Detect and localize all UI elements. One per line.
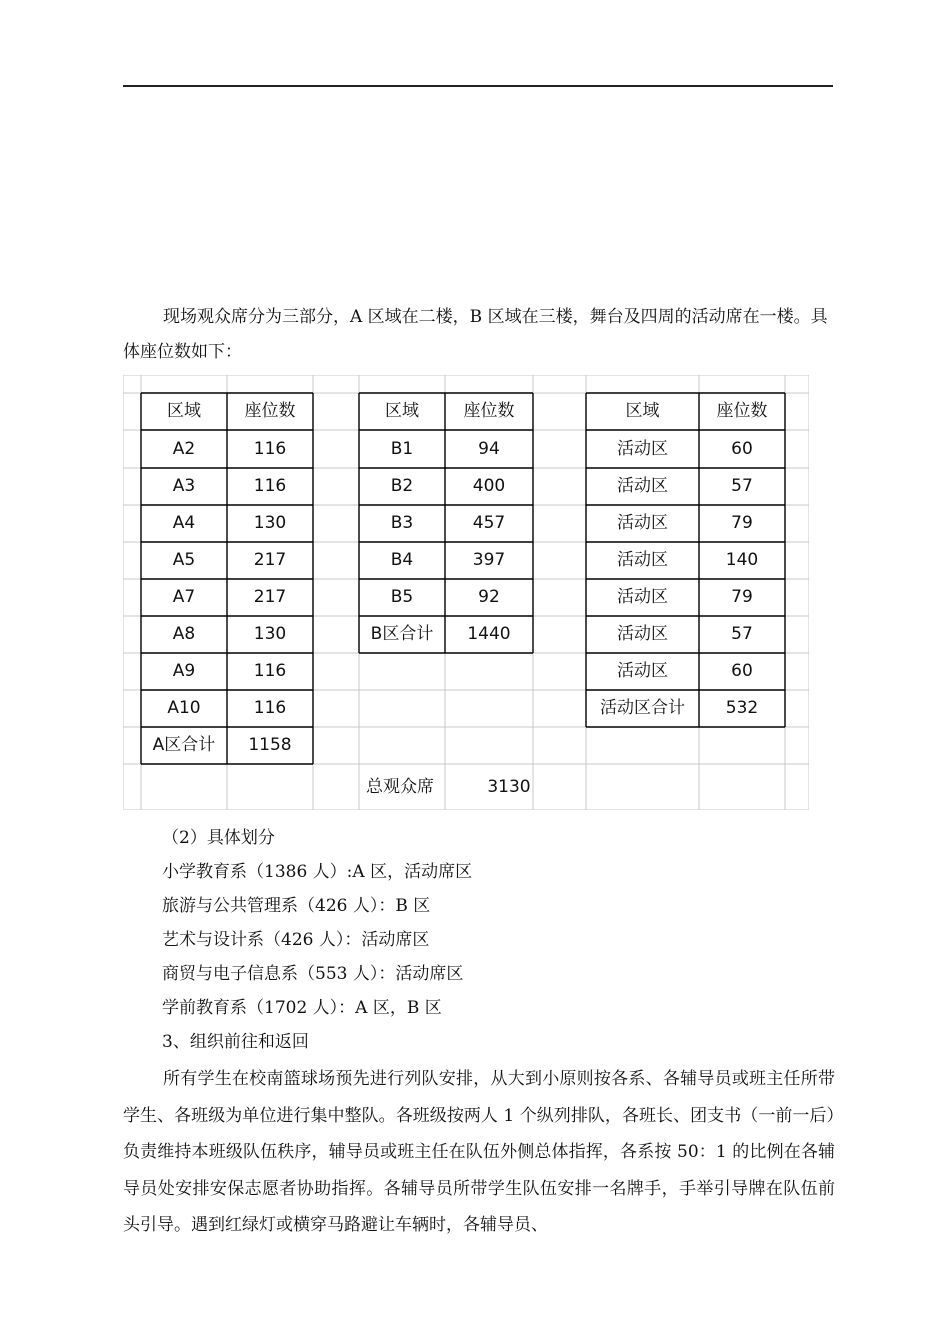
seat-count-cell: 116 — [253, 439, 287, 459]
seat-count-cell: 1158 — [248, 735, 292, 755]
region-cell: B4 — [390, 550, 414, 570]
section3-title: 3、组织前往和返回 — [162, 1032, 309, 1052]
region-cell: 活动区 — [617, 624, 668, 644]
region-cell: B2 — [390, 476, 414, 496]
table-header-cell: 座位数 — [716, 401, 768, 421]
region-cell: A2 — [172, 439, 196, 459]
region-cell: 活动区 — [617, 476, 668, 496]
seat-count-cell: 79 — [731, 513, 753, 533]
seat-count-cell: 79 — [731, 587, 753, 607]
region-cell: 活动区 — [617, 439, 668, 459]
seat-count-cell: 116 — [253, 698, 287, 718]
seat-count-cell: 217 — [253, 550, 287, 570]
region-cell: 活动区 — [617, 550, 668, 570]
seat-count-cell: 130 — [253, 624, 287, 644]
region-cell: A区合计 — [152, 735, 216, 755]
division-item: 商贸与电子信息系（553 人）：活动席区 — [162, 964, 464, 984]
seat-count-cell: 60 — [731, 661, 753, 681]
table-header-cell: 区域 — [167, 401, 201, 421]
section2-title: （2）具体划分 — [162, 828, 275, 848]
division-item: 艺术与设计系（426 人）：活动席区 — [162, 930, 430, 950]
seat-count-cell: 94 — [478, 439, 500, 459]
region-cell: A4 — [172, 513, 196, 533]
seat-count-cell: 92 — [478, 587, 500, 607]
seat-count-cell: 532 — [725, 698, 759, 718]
seat-count-cell: 116 — [253, 476, 287, 496]
seat-spreadsheet — [123, 375, 809, 810]
region-cell: A5 — [172, 550, 196, 570]
region-cell: B3 — [390, 513, 414, 533]
table-header-cell: 区域 — [625, 401, 660, 421]
region-cell: 活动区 — [617, 661, 668, 681]
seat-count-cell: 140 — [725, 550, 759, 570]
seat-count-cell: 60 — [731, 439, 753, 459]
total-label-cell: 总观众席 — [366, 777, 434, 797]
table-header-cell: 座位数 — [244, 401, 296, 421]
region-cell: B5 — [390, 587, 414, 607]
division-item: 学前教育系（1702 人）：A 区，B 区 — [162, 998, 442, 1018]
region-cell: A7 — [172, 587, 196, 607]
region-cell: B区合计 — [370, 624, 434, 644]
region-cell: A3 — [172, 476, 196, 496]
division-item: 小学教育系（1386 人）:A 区，活动席区 — [162, 862, 473, 882]
seat-count-cell: 457 — [472, 513, 506, 533]
seat-count-cell: 57 — [731, 476, 753, 496]
region-cell: A8 — [172, 624, 196, 644]
region-cell: A9 — [172, 661, 196, 681]
seat-count-cell: 400 — [472, 476, 506, 496]
seat-count-cell: 116 — [253, 661, 287, 681]
seat-count-cell: 217 — [253, 587, 287, 607]
region-cell: 活动区 — [617, 513, 668, 533]
table-header-cell: 区域 — [385, 401, 419, 421]
header-rule — [123, 85, 833, 87]
division-item: 旅游与公共管理系（426 人）：B 区 — [162, 896, 431, 916]
table-header-cell: 座位数 — [463, 401, 515, 421]
seat-count-cell: 397 — [472, 550, 506, 570]
region-cell: 活动区合计 — [600, 698, 685, 718]
seat-count-cell: 1440 — [467, 624, 511, 644]
region-cell: 活动区 — [617, 587, 668, 607]
total-value-cell: 3130 — [487, 777, 531, 797]
section3-body: 所有学生在校南篮球场预先进行列队安排，从大到小原则按各系、各辅导员或班主任所带学生、各班级为单位进行集中整队。各班级按两人 1 个纵列排队，各班长、团支书（一前一后）负责维持本班级队伍秩序，辅导员或班主任在队伍外侧总体指挥，各系按 50：1 的比例在各辅导员处安排安保志愿者协助指挥。各辅导员所带学生队伍安排一名牌手，手举引导牌在队伍前头引导。遇到红绿灯或横穿马路避让车辆时，各辅导员、 — [123, 1069, 835, 1235]
seat-count-cell: 130 — [253, 513, 287, 533]
intro-paragraph: 现场观众席分为三部分，A 区域在二楼，B 区域在三楼，舞台及四周的活动席在一楼。具体座位数如下： — [123, 307, 828, 362]
region-cell: A10 — [167, 698, 201, 718]
region-cell: B1 — [390, 439, 414, 459]
seat-count-cell: 57 — [731, 624, 753, 644]
